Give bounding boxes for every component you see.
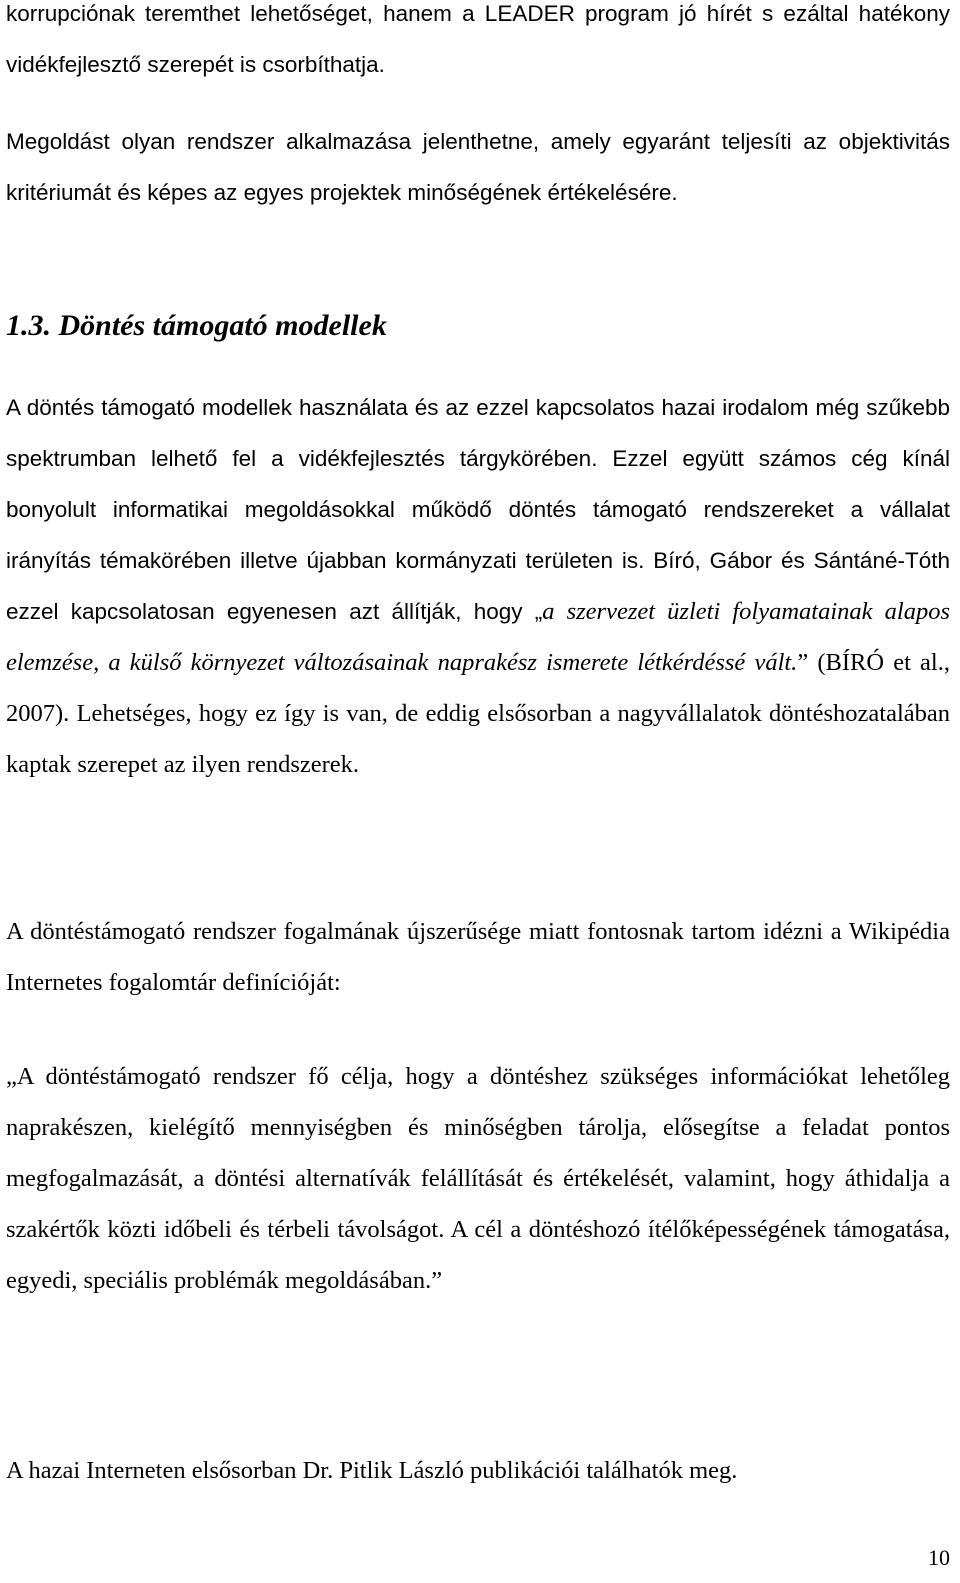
definition-quote: „A döntéstámogató rendszer fő célja, hogy a döntéshez szükséges információkat lehetőleg naprakészen, kielégítő mennyiségben és minőségben tárolja, elősegítse a feladat pontos megfogalmazását, a döntési alternatívák felállítását és értékelését, valamint, hogy áthidalja a szakértők közti időbeli és térbeli távolságot. A cél a döntéshozó ítélőképességének támogatása, egyedi, speciális problémák megoldásában.” (6, 1063, 950, 1294)
paragraph-leader-intro: korrupciónak teremthet lehetőséget, hanem a LEADER program jó hírét s ezáltal hatékony vidékfejlesztő szerepét is csorbíthatja. (6, 1, 950, 77)
section-heading: 1.3. Döntés támogató modellek (6, 309, 387, 342)
paragraph-text-part2: ” (BÍRÓ et al., 2007). Lehetséges, hogy ez így is van, de eddig elsősorban a nagyvállalatok döntéshozatalában kaptak szerepet az ilyen rendszerek. (6, 649, 950, 778)
paragraph-closing: A hazai Interneten elsősorban Dr. Pitlik László publikációi találhatók meg. (6, 1457, 738, 1484)
quoted-text: a szervezet üzleti folyamatainak alapos elemzése, a külső környezet változásainak naprakész ismerete létkérdéssé vált. (6, 598, 950, 676)
paragraph-decision-models (6, 382, 950, 790)
page-number: 10 (928, 1545, 950, 1570)
paragraph-solution: Megoldást olyan rendszer alkalmazása jelenthetne, amely egyaránt teljesíti az objektivitás kritériumát és képes az egyes projektek minőségének értékelésére. (6, 129, 950, 205)
paragraph-text-part1: A döntés támogató modellek használata és az ezzel kapcsolatos hazai irodalom még szűkebb spektrumban lelhető fel a vidékfejlesztés tárgykörében. Ezzel együtt számos cég kínál bonyolult informatikai megoldásokkal működő döntés támogató rendszereket a vállalat irányítás témakörében illetve újabban kormányzati területen is. Bíró, Gábor és Sántáné-Tóth ezzel kapcsolatosan egyenesen azt állítják, hogy „ (6, 395, 950, 624)
paragraph-definition-intro: A döntéstámogató rendszer fogalmának újszerűsége miatt fontosnak tartom idézni a Wikipédia Internetes fogalomtár definícióját: (6, 918, 950, 996)
